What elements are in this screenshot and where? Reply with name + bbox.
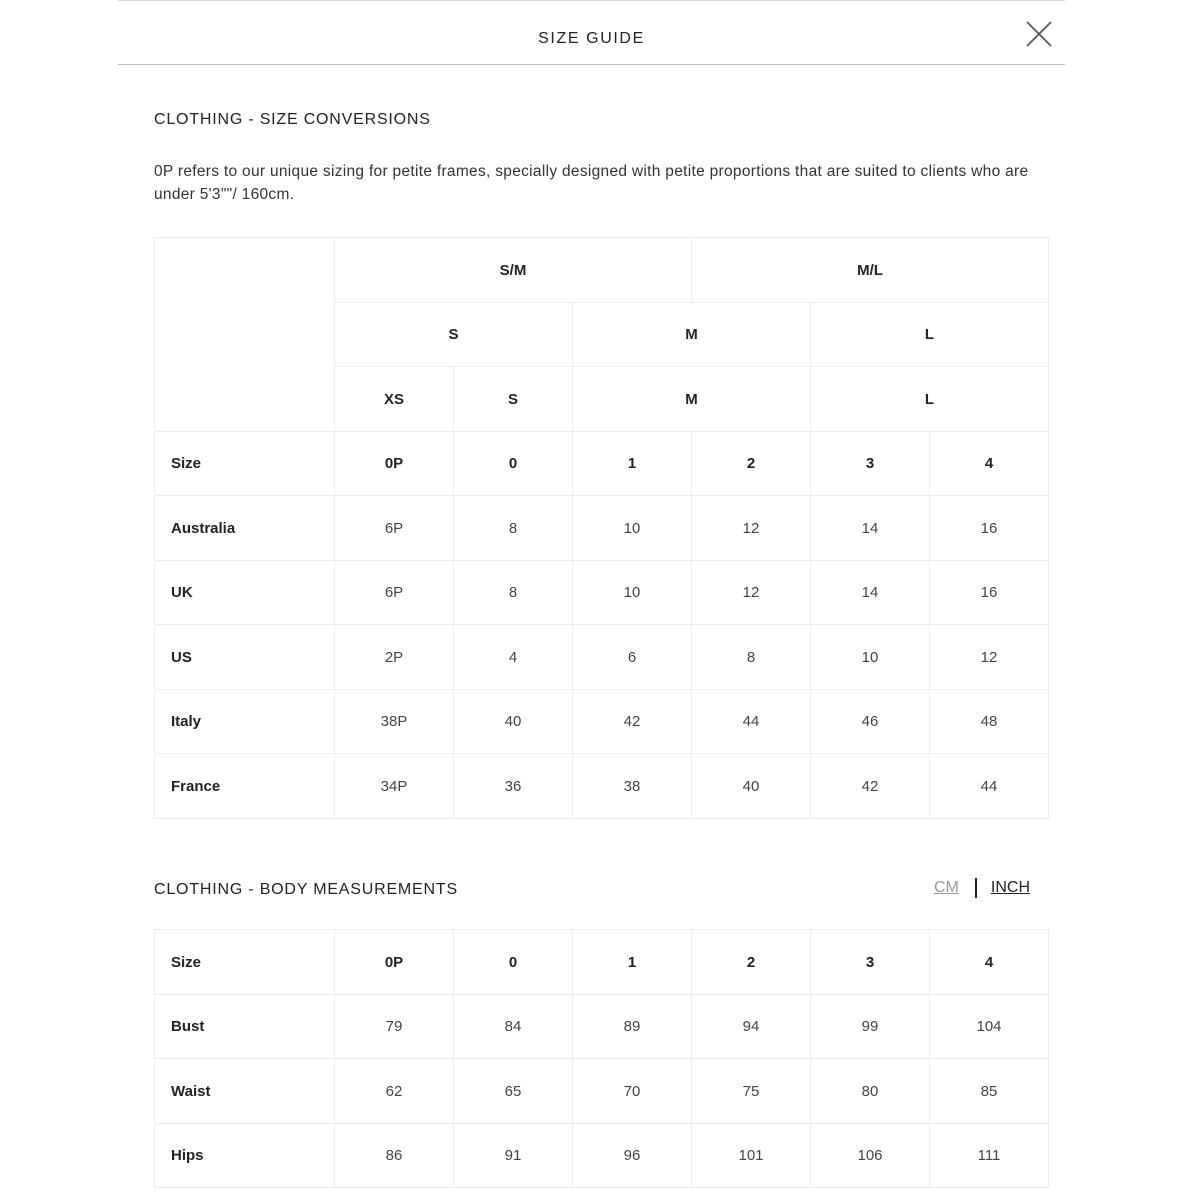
table-cell: 8 — [454, 496, 573, 561]
table-cell: 99 — [811, 995, 930, 1059]
table-cell: 14 — [811, 561, 930, 625]
row-label: Size — [155, 432, 335, 496]
table-cell: 40 — [692, 754, 811, 819]
table-cell: 84 — [454, 995, 573, 1059]
row-label: Size — [155, 930, 335, 995]
table-cell: 12 — [930, 625, 1049, 690]
table-cell: 42 — [573, 690, 692, 754]
table-cell: 62 — [335, 1059, 454, 1124]
size-cell: 3 — [811, 432, 930, 496]
table-cell: 44 — [930, 754, 1049, 819]
row-label: Waist — [155, 1059, 335, 1124]
measurements-title: CLOTHING - BODY MEASUREMENTS — [154, 881, 458, 898]
size-cell: 0 — [454, 432, 573, 496]
size-cell: 0 — [454, 930, 573, 995]
blank-corner-cell — [155, 238, 335, 432]
size-cell: 0P — [335, 432, 454, 496]
size-cell: 3 — [811, 930, 930, 995]
row-label: US — [155, 625, 335, 690]
unit-toggle — [934, 878, 1030, 898]
table-row — [155, 995, 1049, 1059]
table-cell: 86 — [335, 1124, 454, 1188]
table-cell: 46 — [811, 690, 930, 754]
header-group-cell: M — [573, 367, 811, 432]
table-cell: 4 — [454, 625, 573, 690]
unit-cm-link[interactable]: CM — [934, 879, 959, 896]
size-cell: 2 — [692, 930, 811, 995]
header-group-cell: M — [573, 303, 811, 367]
header-group-cell: L — [811, 367, 1049, 432]
table-cell: 16 — [930, 561, 1049, 625]
table-row — [155, 690, 1049, 754]
header-group-cell: L — [811, 303, 1049, 367]
table-cell: 2P — [335, 625, 454, 690]
table-cell: 85 — [930, 1059, 1049, 1124]
table-cell: 10 — [811, 625, 930, 690]
table-cell: 38P — [335, 690, 454, 754]
header-group-cell: S/M — [335, 238, 692, 303]
row-label: Bust — [155, 995, 335, 1059]
size-cell: 1 — [573, 432, 692, 496]
table-cell: 8 — [692, 625, 811, 690]
table-row — [155, 1059, 1049, 1124]
table-cell: 91 — [454, 1124, 573, 1188]
table-cell: 70 — [573, 1059, 692, 1124]
table-cell: 10 — [573, 496, 692, 561]
size-conversions-table — [154, 237, 1049, 819]
conversions-intro: 0P refers to our unique sizing for petite frames, specially designed with petite proportions that are suited to clients who are under 5'3""/ 160cm. — [154, 163, 1029, 203]
table-cell: 12 — [692, 496, 811, 561]
group-row-1 — [155, 238, 1049, 303]
header-group-cell: S — [335, 303, 573, 367]
size-cell: 1 — [573, 930, 692, 995]
size-row — [155, 432, 1049, 496]
table-row — [155, 561, 1049, 625]
table-row — [155, 625, 1049, 690]
modal-header — [118, 0, 1065, 65]
table-cell: 89 — [573, 995, 692, 1059]
table-cell: 10 — [573, 561, 692, 625]
table-cell: 106 — [811, 1124, 930, 1188]
table-cell: 6P — [335, 496, 454, 561]
table-cell: 111 — [930, 1124, 1049, 1188]
table-cell: 6P — [335, 561, 454, 625]
row-label: Hips — [155, 1124, 335, 1188]
table-cell: 65 — [454, 1059, 573, 1124]
header-group-cell: XS — [335, 367, 454, 432]
row-label: Italy — [155, 690, 335, 754]
table-cell: 96 — [573, 1124, 692, 1188]
header-group-cell: S — [454, 367, 573, 432]
unit-inch-link[interactable]: INCH — [990, 879, 1030, 896]
table-cell: 38 — [573, 754, 692, 819]
table-cell: 12 — [692, 561, 811, 625]
table-cell: 40 — [454, 690, 573, 754]
unit-divider — [975, 878, 977, 898]
table-cell: 104 — [930, 995, 1049, 1059]
table-cell: 36 — [454, 754, 573, 819]
table-row — [155, 754, 1049, 819]
row-label: UK — [155, 561, 335, 625]
header-group-cell: M/L — [692, 238, 1049, 303]
row-label: France — [155, 754, 335, 819]
close-button[interactable] — [1024, 19, 1054, 49]
table-cell: 6 — [573, 625, 692, 690]
body-measurements-table — [154, 929, 1049, 1188]
table-cell: 42 — [811, 754, 930, 819]
size-row — [155, 930, 1049, 995]
table-cell: 44 — [692, 690, 811, 754]
table-cell: 34P — [335, 754, 454, 819]
table-cell: 80 — [811, 1059, 930, 1124]
size-guide-modal — [118, 0, 1065, 1200]
table-cell: 101 — [692, 1124, 811, 1188]
table-cell: 48 — [930, 690, 1049, 754]
table-cell: 16 — [930, 496, 1049, 561]
table-cell: 75 — [692, 1059, 811, 1124]
table-cell: 94 — [692, 995, 811, 1059]
table-cell: 14 — [811, 496, 930, 561]
size-cell: 0P — [335, 930, 454, 995]
row-label: Australia — [155, 496, 335, 561]
close-icon — [1024, 19, 1054, 49]
table-row — [155, 496, 1049, 561]
conversions-title: CLOTHING - SIZE CONVERSIONS — [154, 111, 431, 128]
table-cell: 79 — [335, 995, 454, 1059]
modal-title: SIZE GUIDE — [538, 30, 645, 47]
table-cell: 8 — [454, 561, 573, 625]
size-cell: 4 — [930, 930, 1049, 995]
table-row — [155, 1124, 1049, 1188]
size-cell: 4 — [930, 432, 1049, 496]
size-cell: 2 — [692, 432, 811, 496]
